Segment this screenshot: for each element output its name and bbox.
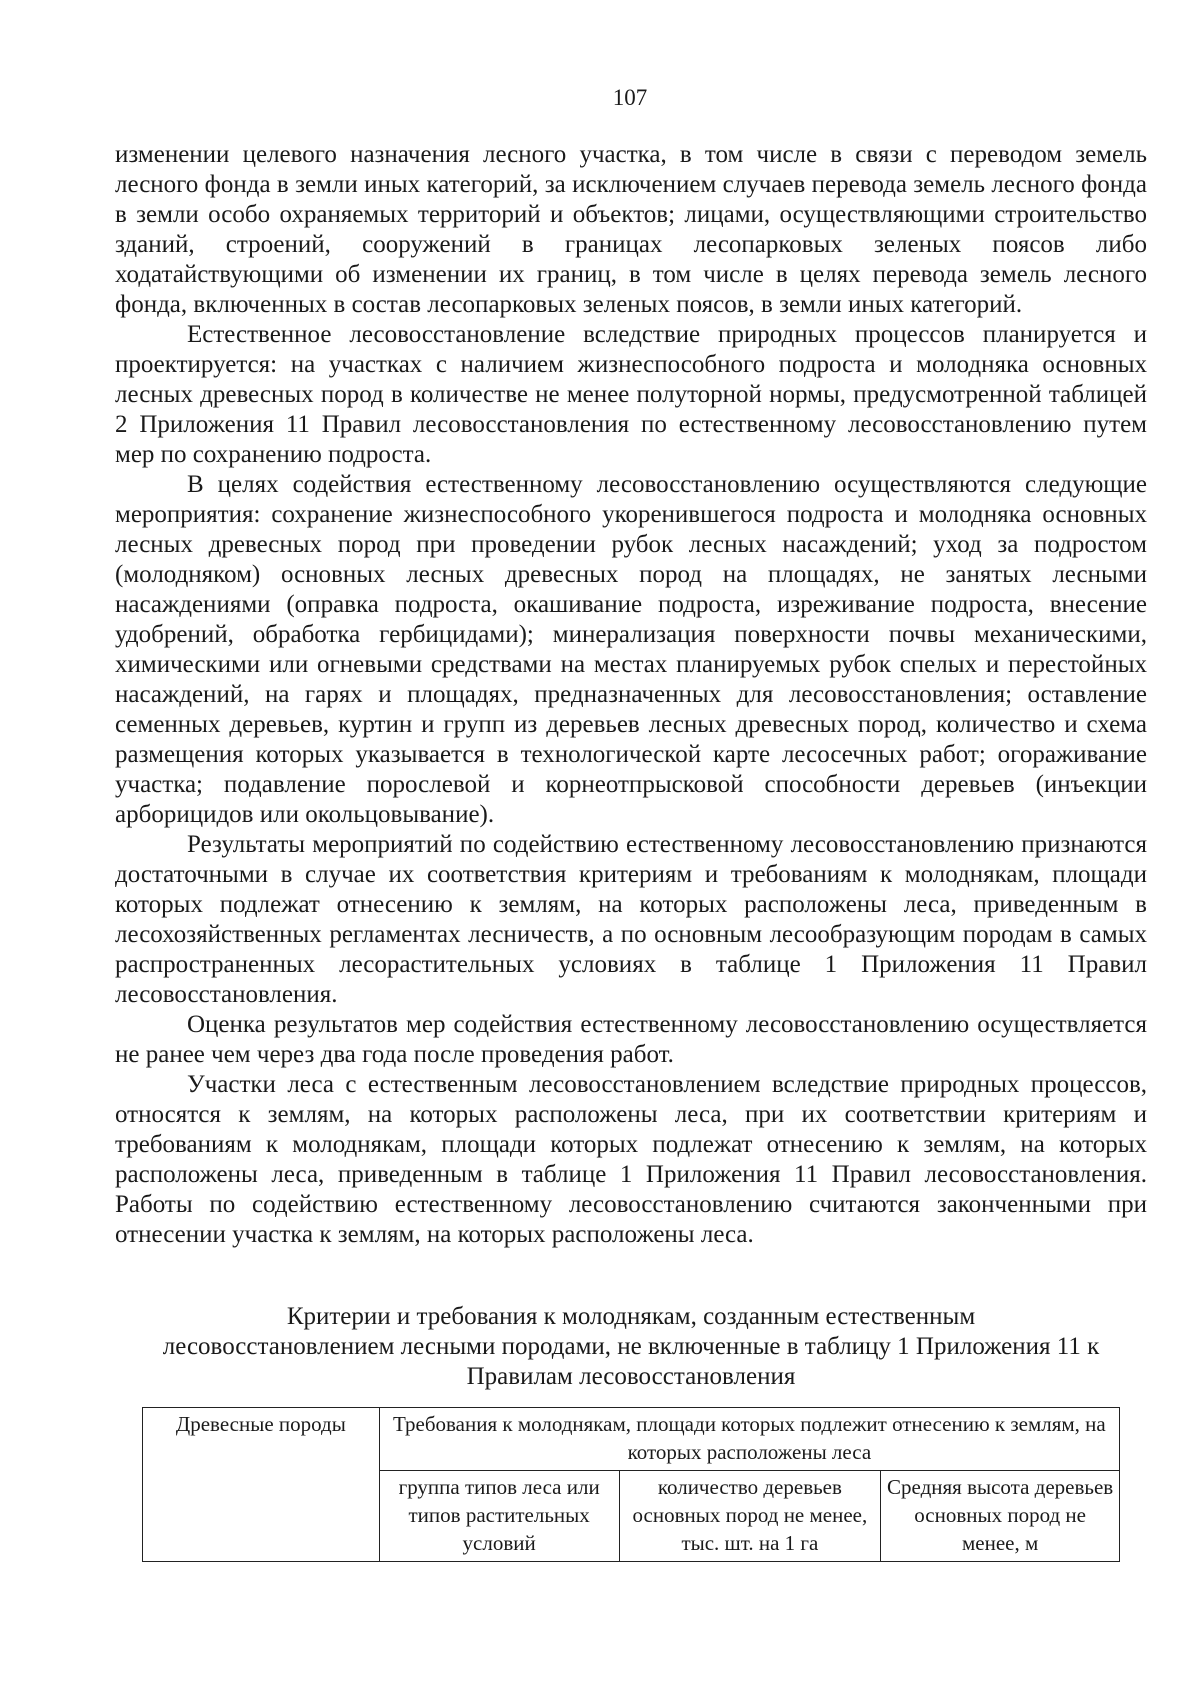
table-caption-line: лесовосстановлением лесными породами, не включенные в таблицу 1 Приложения 11 к xyxy=(162,1333,1100,1360)
table-caption-line: Критерии и требования к молоднякам, созданным естественным xyxy=(286,1303,976,1330)
paragraph-results-criteria: Результаты мероприятий по содействию естественному лесовосстановлению признаются достаточными в случае их соответствия критериям и требованиям к молоднякам, площади которых подлежат отнесению к землям, на которых расположены леса, приведенным в лесохозяйственных регламентах лесничеств, а по основным лесообразующим породам в самых распространенных лесорастительных условиях в таблице 1 Приложения 11 Правил лесовосстановления. xyxy=(115,831,1147,1008)
paragraph-assistance-measures: В целях содействия естественному лесовосстановлению осуществляются следующие мероприятия: сохранение жизнеспособного укоренившегося подроста и молодняка основных лесных древесных пород при проведении рубок лесных насаждений; уход за подростом (молодняком) основных лесных древесных пород на площадях, не занятых лесными насаждениями (оправка подроста, окашивание подроста, изреживание подроста, внесение удобрений, обработка гербицидами); минерализация поверхности почвы механическими, химическими или огневыми средствами на местах планируемых рубок спелых и перестойных насаждений, на гарях и площадях, предназначенных для лесовосстановления; оставление семенных деревьев, куртин и групп из деревьев лесных древесных пород, количество и схема размещения которых указывается в технологической карте лесосечных работ; огораживание участка; подавление порослевой и корнеотпрысковой способности деревьев (инъекции арборицидов или окольцовывание). xyxy=(115,471,1147,828)
table-caption xyxy=(115,1302,1147,1392)
criteria-table xyxy=(142,1407,1120,1562)
page-number: 107 xyxy=(612,85,648,110)
table-header-row xyxy=(143,1408,1120,1471)
paragraph-forest-lands: Участки леса с естественным лесовосстановлением вследствие природных процессов, относятся к землям, на которых расположены леса, при их соответствии критериям и требованиям к молоднякам, площади которых подлежат отнесению к землям, на которых расположены леса, приведенным в таблице 1 Приложения 11 Правил лесовосстановления. Работы по содействию естественному лесовосстановлению считаются законченными при отнесении участка к землям, на которых расположены леса. xyxy=(115,1071,1147,1248)
header-tree-count: количество деревьев основных пород не менее, тыс. шт. на 1 га xyxy=(619,1471,881,1562)
header-forest-type: группа типов леса или типов растительных условий xyxy=(379,1471,619,1562)
paragraph-continuation: изменении целевого назначения лесного участка, в том числе в связи с переводом земель лесного фонда в земли иных категорий, за исключением случаев перевода земель лесного фонда в земли особо охраняемых территорий и объектов; лицами, осуществляющими строительство зданий, строений, сооружений в границах лесопарковых зеленых поясов либо ходатайствующими об изменении их границ, в том числе в целях перевода земель лесного фонда, включенных в состав лесопарковых зеленых поясов, в земли иных категорий. xyxy=(115,141,1147,318)
body-text xyxy=(115,140,1147,1250)
table-caption-line: Правилам лесовосстановления xyxy=(466,1363,796,1390)
header-average-height: Средняя высота деревьев основных пород не менее, м xyxy=(881,1471,1120,1562)
header-species: Древесные породы xyxy=(143,1408,380,1562)
paragraph-assessment: Оценка результатов мер содействия естественному лесовосстановлению осуществляется не ранее чем через два года после проведения работ. xyxy=(115,1011,1147,1068)
header-requirements: Требования к молоднякам, площади которых подлежит отнесению к землям, на которых расположены леса xyxy=(379,1408,1119,1471)
paragraph-natural-reforestation: Естественное лесовосстановление вследствие природных процессов планируется и проектируется: на участках с наличием жизнеспособного подроста и молодняка основных лесных древесных пород в количестве не менее полуторной нормы, предусмотренной таблицей 2 Приложения 11 Правил лесовосстановления по естественному лесовосстановлению путем мер по сохранению подроста. xyxy=(115,321,1147,468)
